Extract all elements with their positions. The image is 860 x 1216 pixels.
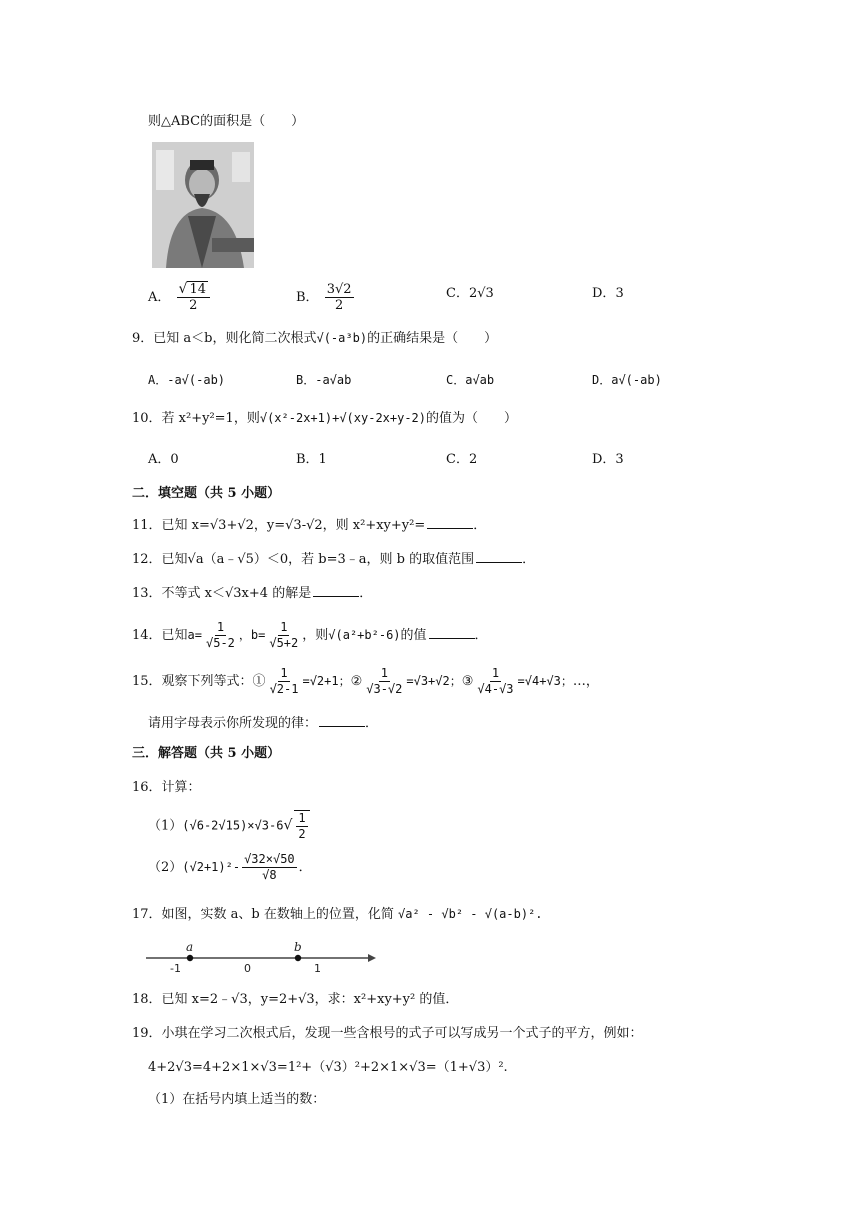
answer-blank <box>313 584 359 597</box>
question-10 <box>132 408 517 429</box>
numerator: √32×√50 <box>244 852 295 866</box>
question-11: 11．已知 x=√3+√2，y=√3-√2，则 x²+xy+y²= ． <box>132 518 487 533</box>
q11-text: 11．已知 x=√3+√2，y=√3-√2，则 x²+xy+y²= <box>132 518 426 533</box>
q16-1-expr: (√6-2√15)×√3-6 <box>182 818 284 833</box>
denominator: 2 <box>334 298 344 313</box>
q9-option-b: B．-a√ab <box>296 373 352 387</box>
q14-post: 的值 <box>400 628 427 643</box>
q10-post: 的值为（ ） <box>426 411 518 426</box>
answer-blank <box>427 516 473 529</box>
numerator: 1 <box>298 811 306 825</box>
q14-mid: ，则 <box>302 628 329 643</box>
q10-expr: √(x²-2x+1)+√(xy-2x+y-2) <box>259 411 427 425</box>
numerator: 1 <box>216 620 225 634</box>
q9-option-d: D．a√(-ab) <box>592 373 662 387</box>
q16-2-fraction <box>242 852 297 883</box>
q9-option-c: C．a√ab <box>446 373 495 387</box>
question-13: 13．不等式 x＜√3x+4 的解是 ． <box>132 586 373 601</box>
denominator: √8 <box>262 868 277 882</box>
q16-part-1: （1）(√6-2√15)×√3-6√ $\frac{1}{2}$ <box>148 810 312 842</box>
q10-option-c: C．2 <box>446 452 478 467</box>
option-label: A． <box>148 290 171 305</box>
q15-fraction-3 <box>475 666 515 697</box>
q8-tail: 则△ABC的面积是（ ） <box>148 114 305 129</box>
answer-blank <box>319 714 365 727</box>
q15-line2-text: 请用字母表示你所发现的律： <box>148 716 318 731</box>
q9-pre: 9．已知 a＜b，则化简二次根式 <box>132 331 317 346</box>
part-label: （2） <box>148 860 183 875</box>
question-19: 19．小琪在学习二次根式后，发现一些含根号的式子可以写成另一个式子的平方，例如： <box>132 1026 643 1041</box>
q14-b-label: ，b= <box>238 628 266 642</box>
q16-1-fraction <box>294 810 309 842</box>
option-value: 3 <box>615 286 624 301</box>
q17-text: 17．如图，实数 a、b 在数轴上的位置，化简 <box>132 907 394 922</box>
q15-result-3: =√4+√3； <box>517 674 573 688</box>
point-a <box>187 955 193 961</box>
q15-pre: 15．观察下列等式： <box>132 674 253 689</box>
denominator: 2 <box>298 827 306 841</box>
denominator: √2-1 <box>269 682 299 696</box>
numerator: 14 <box>189 282 206 297</box>
q15-fraction-1 <box>268 666 301 697</box>
q17-expr: √a² - √b² - √(a-b)². <box>398 907 543 921</box>
q14-expr: √(a²+b²-6) <box>328 628 401 642</box>
tick-label-minus-1: -1 <box>170 962 181 974</box>
numerator: 3√2 <box>326 282 352 297</box>
question-18: 18．已知 x=2﹣√3，y=2+√3，求：x²+xy+y² 的值． <box>132 992 459 1007</box>
q15-tail: …， <box>572 674 599 689</box>
arrow-right-icon <box>368 954 376 962</box>
question-14: 14．已知a= $\frac{1}{√5-2}$ ，b= $\frac{1}{√5+2}$ ，则√(a²+b²-6)的值 ． <box>132 620 488 650</box>
q16-part-2: （2）(√2+1)²- $\frac{√32\times√50}{√8}$ ． <box>148 852 312 882</box>
q15-marker-1: ① <box>252 674 266 689</box>
part-label: （1） <box>148 818 183 834</box>
tick-label-0: 0 <box>244 962 251 974</box>
question-9 <box>132 328 497 349</box>
q12-text: 12．已知√a（a﹣√5）＜0，若 b=3﹣a，则 b 的取值范围 <box>132 552 475 567</box>
q8-option-a <box>148 282 212 313</box>
q14-a-label: a= <box>187 628 202 642</box>
question-15 <box>132 666 599 697</box>
numerator: 1 <box>380 666 388 680</box>
option-label: C． <box>446 286 469 301</box>
q15-result-2: =√3+√2； <box>406 674 462 688</box>
q15-marker-3: ③ <box>461 674 474 689</box>
q8-option-b <box>296 282 356 313</box>
answer-blank <box>476 550 522 563</box>
denominator: √5-2 <box>206 636 235 650</box>
numerator: 1 <box>280 666 288 680</box>
question-12: 12．已知√a（a﹣√5）＜0，若 b=3﹣a，则 b 的取值范围 ． <box>132 552 536 567</box>
number-line-figure <box>146 938 376 974</box>
denominator: √5+2 <box>269 636 299 650</box>
fraction: $\frac{√ 14}{2}$ <box>177 282 210 313</box>
denominator: 2 <box>189 298 198 313</box>
q9-expr: √(-a³b) <box>316 331 368 345</box>
q10-option-a: A．0 <box>148 452 179 467</box>
q10-option-b: B．1 <box>296 452 327 467</box>
q10-pre: 10．若 x²+y²=1，则 <box>132 411 260 426</box>
fraction <box>325 282 354 313</box>
numerator: 1 <box>491 666 500 680</box>
q14-pre: 14．已知 <box>132 628 188 643</box>
label-b: b <box>294 940 302 954</box>
option-value: 2√3 <box>468 286 494 301</box>
q15-marker-2: ② <box>350 674 363 689</box>
q8-option-d <box>592 284 624 304</box>
tick-label-1: 1 <box>314 962 321 974</box>
numerator: 1 <box>280 620 288 634</box>
q14-b-fraction <box>267 620 300 651</box>
q13-text: 13．不等式 x＜√3x+4 的解是 <box>132 586 312 601</box>
question-17 <box>132 904 543 925</box>
point-b <box>295 955 301 961</box>
q15-line-2: 请用字母表示你所发现的律： ． <box>148 716 379 731</box>
option-label: B． <box>296 290 319 305</box>
answer-blank <box>429 626 475 639</box>
denominator: √4-√3 <box>477 682 514 696</box>
q9-post: 的正确结果是（ ） <box>367 331 498 346</box>
q16-2-expr: (√2+1)²- <box>182 860 241 874</box>
q19-example: 4+2√3=4+2×1×√3=1²+（√3）²+2×1×√3=（1+√3）². <box>148 1060 508 1075</box>
option-label: D． <box>592 286 616 301</box>
q15-result-1: =√2+1； <box>302 674 351 688</box>
q8-option-c <box>446 284 494 304</box>
question-16: 16．计算： <box>132 780 201 795</box>
q10-option-d: D．3 <box>592 452 624 467</box>
q9-option-a: A．-a√(-ab) <box>148 373 226 387</box>
q19-part-1: （1）在括号内填上适当的数： <box>148 1092 326 1107</box>
portrait-image <box>152 142 254 268</box>
section-fill-in-title: 二．填空题（共 5 小题） <box>132 486 281 501</box>
q15-fraction-2 <box>364 666 404 697</box>
denominator: √3-√2 <box>366 682 403 696</box>
q14-a-fraction <box>204 620 237 651</box>
label-a: a <box>186 940 194 954</box>
section-solve-title: 三．解答题（共 5 小题） <box>132 746 281 761</box>
